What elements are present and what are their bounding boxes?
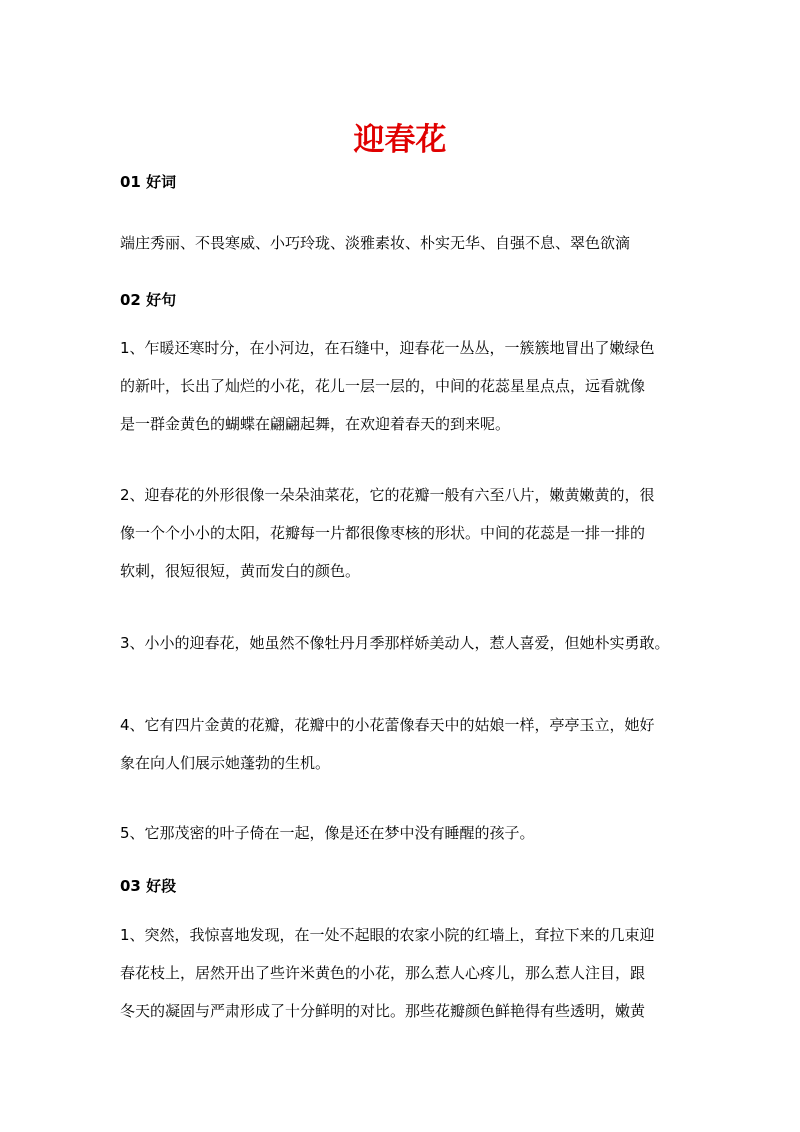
paragraph-line: 2、迎春花的外形很像一朵朵油菜花，它的花瓣一般有六至八片，嫩黄嫩黄的，很 [120, 486, 655, 504]
sentence-paragraph-5 [120, 814, 690, 852]
paragraph-line: 冬天的凝固与严肃形成了十分鲜明的对比。那些花瓣颜色鲜艳得有些透明，嫩黄 [120, 1002, 646, 1020]
paragraph-line: 的新叶，长出了灿烂的小花，花儿一层一层的，中间的花蕊星星点点，远看就像 [120, 377, 646, 395]
sentence-paragraph-2 [120, 476, 690, 590]
page-title: 迎春花 [353, 122, 447, 158]
paragraph-line: 3、小小的迎春花，她虽然不像牡丹月季那样娇美动人，惹人喜爱，但她朴实勇敢。 [120, 634, 670, 652]
paragraph-line: 1、乍暖还寒时分，在小河边，在石缝中，迎春花一丛丛，一簇簇地冒出了嫩绿色 [120, 339, 655, 357]
paragraph-line: 像一个个小小的太阳，花瓣每一片都很像枣核的形状。中间的花蕊是一排一排的 [120, 524, 646, 542]
section-heading-paragraphs: 03 好段 [120, 877, 177, 895]
excerpt-paragraph-1 [120, 916, 690, 1030]
paragraph-line: 4、它有四片金黄的花瓣，花瓣中的小花蕾像春天中的姑娘一样，亭亭玉立，她好 [120, 716, 655, 734]
paragraph-line: 软刺，很短很短，黄而发白的颜色。 [120, 562, 361, 580]
paragraph-line: 1、突然，我惊喜地发现，在一处不起眼的农家小院的红墙上，耷拉下来的几束迎 [120, 926, 655, 944]
paragraph-line: 象在向人们展示她蓬勃的生机。 [120, 754, 331, 772]
section-heading-words: 01 好词 [120, 173, 177, 191]
paragraph-line: 5、它那茂密的叶子倚在一起，像是还在梦中没有睡醒的孩子。 [120, 824, 535, 842]
paragraph-line: 春花枝上，居然开出了些许米黄色的小花，那么惹人心疼儿，那么惹人注目，跟 [120, 964, 646, 982]
paragraph-line: 是一群金黄色的蝴蝶在翩翩起舞，在欢迎着春天的到来呢。 [120, 415, 511, 433]
sentence-paragraph-3 [120, 624, 690, 662]
section-heading-sentences: 02 好句 [120, 291, 177, 309]
paragraph-line: 端庄秀丽、不畏寒威、小巧玲珑、淡雅素妆、朴实无华、自强不息、翠色欲滴 [120, 234, 631, 252]
sentence-paragraph-4 [120, 706, 690, 782]
sentence-paragraph-1 [120, 329, 690, 443]
words-paragraph [120, 224, 690, 262]
